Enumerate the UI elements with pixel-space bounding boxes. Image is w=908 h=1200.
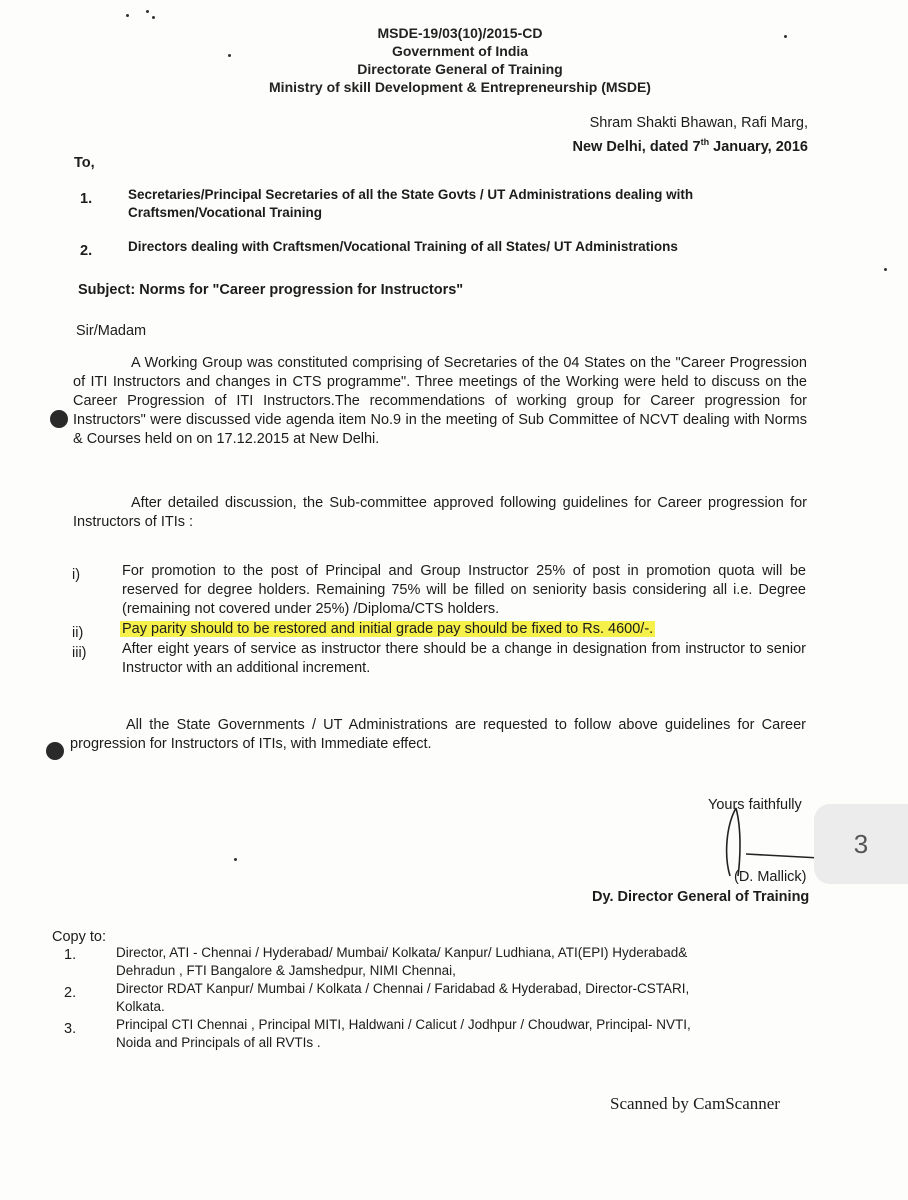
paragraph-working-group: A Working Group was constituted comprising of Secretaries of the 04 States on the "Career Progression of ITI Instructors and changes in CTS programme". Three meetings of the Working were held to discuss on the Career Progression of ITI Instructors.The recommendations of working group for Career progression for Instructors" were discussed vide agenda item No.9 in the meeting of Sub Committee of NCVT dealing with Norms & Courses held on on 17.12.2015 at New Delhi. xyxy=(73,355,807,447)
copy-to-line: Director RDAT Kanpur/ Mumbai / Kolkata / Chennai / Faridabad & Hyderabad, Director-CSTARI, xyxy=(116,981,690,996)
punch-hole xyxy=(50,410,68,428)
guideline-text: After eight years of service as instructor there should be a change in designation from instructor to senior Instructor with an additional increment. xyxy=(122,641,806,676)
page-number: 3 xyxy=(853,828,869,859)
ministry-line: Ministry of skill Development & Entrepreneurship (MSDE) xyxy=(269,79,651,95)
page-number-badge xyxy=(814,804,908,884)
recipient-number: 1. xyxy=(80,191,93,207)
to-label: To, xyxy=(74,155,95,171)
paragraph-request: All the State Governments / UT Administrations are requested to follow above guidelines for Career progression for Instructors of ITIs, with Immediate effect. xyxy=(70,717,806,752)
scan-speck xyxy=(126,14,129,17)
scan-speck xyxy=(884,268,887,271)
scan-speck xyxy=(784,35,787,38)
copy-to-label: Copy to: xyxy=(52,929,106,945)
address-line-2: New Delhi, dated 7th January, 2016 xyxy=(572,137,808,155)
guideline-text: For promotion to the post of Principal and Group Instructor 25% of post in promotion quota will be reserved for degree holders. Remaining 75% will be filled on seniority basis considering all i.e. Degree (remaining not covered under 25%) /Diploma/CTS holders. xyxy=(122,563,806,617)
salutation: Sir/Madam xyxy=(76,323,147,339)
guideline-number: i) xyxy=(72,567,81,583)
closing-line: Yours faithfully xyxy=(708,797,802,813)
government-line: Government of India xyxy=(391,43,529,59)
copy-to-line: Noida and Principals of all RVTIs . xyxy=(116,1035,321,1050)
copy-to-number: 3. xyxy=(64,1021,77,1037)
recipient-text: Directors dealing with Craftsmen/Vocational Training of all States/ UT Administrations xyxy=(128,239,678,254)
scan-speck xyxy=(234,858,237,861)
highlighted-text: Pay parity should to be restored and initial grade pay should be fixed to Rs. 4600/-. xyxy=(122,621,654,637)
paragraph-discussion: After detailed discussion, the Sub-committee approved following guidelines for Career progression for Instructors of ITIs : xyxy=(73,495,807,530)
recipient-text-cont: Craftsmen/Vocational Training xyxy=(128,205,323,220)
copy-to-line: Director, ATI - Chennai / Hyderabad/ Mumbai/ Kolkata/ Kanpur/ Ludhiana, ATI(EPI) Hyderabad& xyxy=(116,945,688,960)
file-number: MSDE-19/03(10)/2015-CD xyxy=(377,25,543,41)
directorate-line: Directorate General of Training xyxy=(357,61,563,77)
copy-to-number: 2. xyxy=(64,985,77,1001)
scanner-watermark: Scanned by CamScanner xyxy=(610,1094,780,1113)
recipient-text: Secretaries/Principal Secretaries of all the State Govts / UT Administrations dealing with xyxy=(128,187,694,202)
signatory-designation: Dy. Director General of Training xyxy=(592,889,810,905)
copy-to-line: Kolkata. xyxy=(116,999,165,1014)
copy-to-line: Principal CTI Chennai , Principal MITI, Haldwani / Calicut / Jodhpur / Choudwar, Principal- NVTI, xyxy=(116,1017,691,1032)
subject-line: Subject: Norms for "Career progression for Instructors" xyxy=(78,282,464,298)
scan-speck xyxy=(146,10,149,13)
recipient-number: 2. xyxy=(80,243,93,259)
address-line-1: Shram Shakti Bhawan, Rafi Marg, xyxy=(589,115,808,131)
guideline-number: iii) xyxy=(72,645,87,661)
signatory-name: (D. Mallick) xyxy=(734,869,807,885)
scan-speck xyxy=(152,16,155,19)
guideline-text-highlighted xyxy=(120,620,810,639)
copy-to-line: Dehradun , FTI Bangalore & Jamshedpur, NIMI Chennai, xyxy=(116,963,456,978)
punch-hole xyxy=(46,742,64,760)
guideline-number: ii) xyxy=(72,625,84,641)
copy-to-number: 1. xyxy=(64,947,77,963)
